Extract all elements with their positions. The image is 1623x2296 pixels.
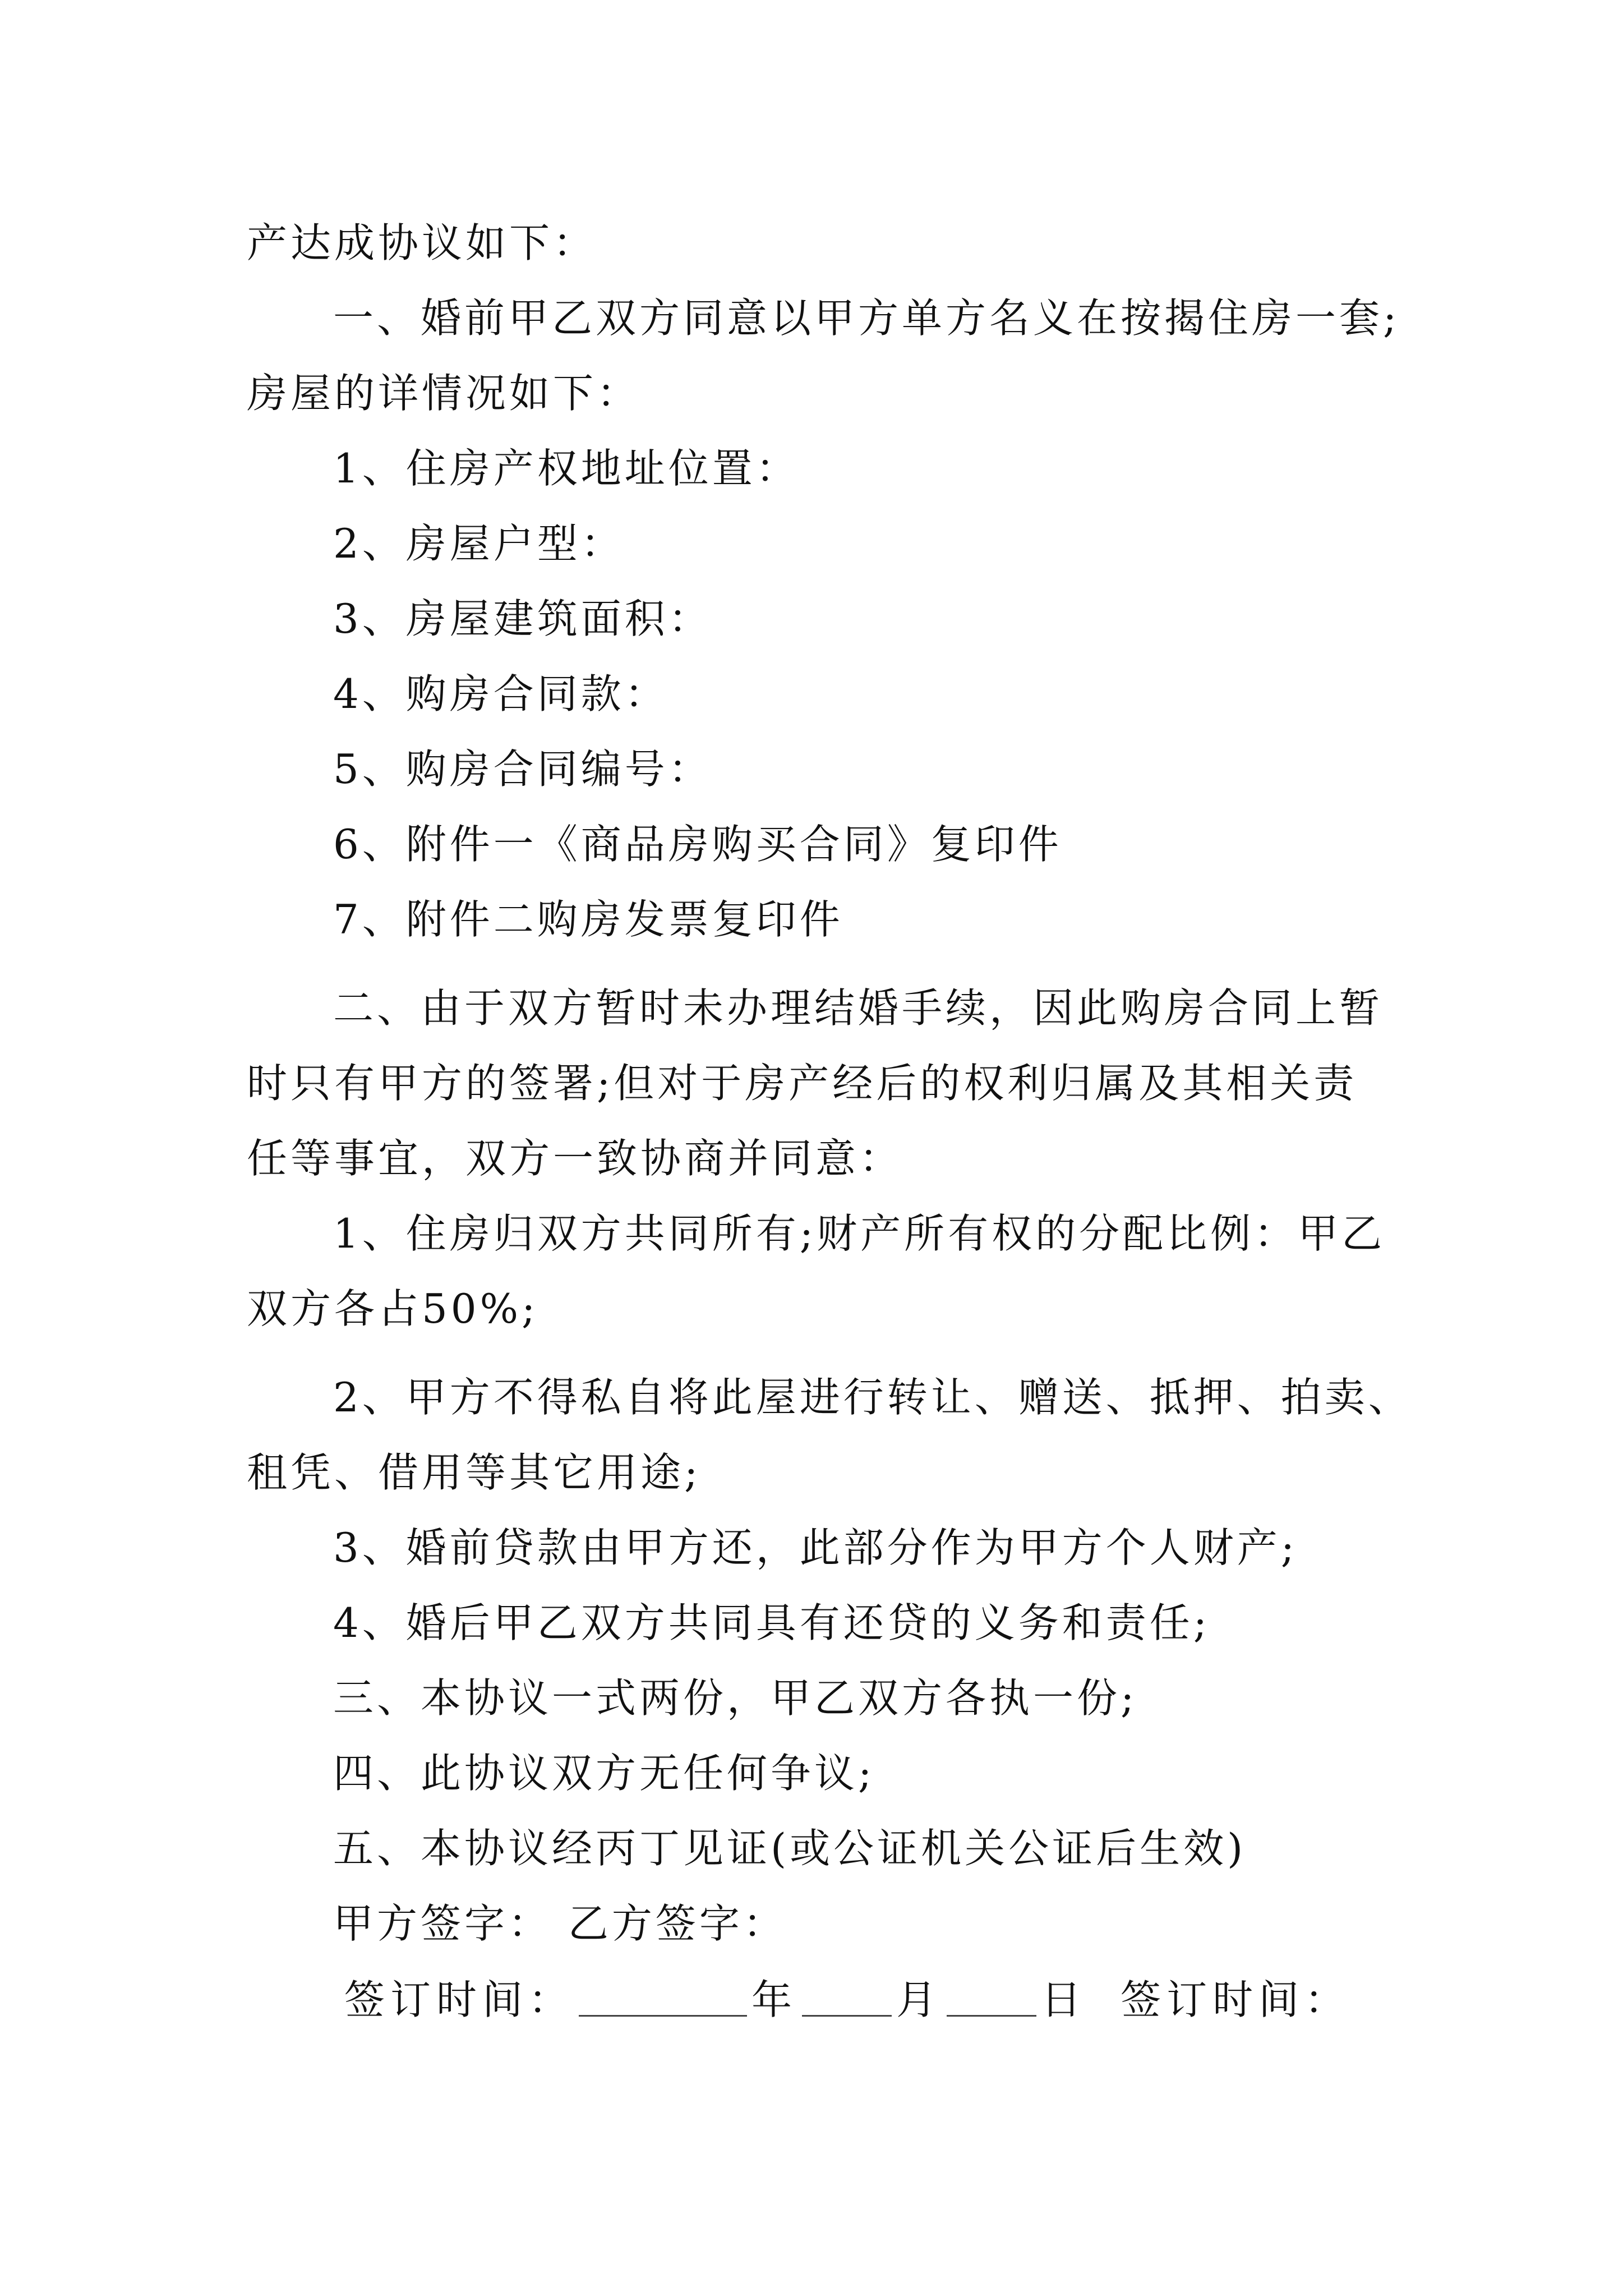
month-label: 月 — [896, 1976, 943, 2023]
year-label: 年 — [751, 1976, 798, 2023]
paragraph-line: 四、此协议双方无任何争议; — [333, 1750, 875, 1797]
list-item: 1、住房产权地址位置： — [333, 445, 800, 492]
paragraph-line: 双方各占50%; — [247, 1285, 539, 1332]
day-label: 日 — [1041, 1976, 1087, 2023]
paragraph-line: 三、本协议一式两份，甲乙双方各执一份; — [333, 1674, 1138, 1722]
paragraph-line: 房屋的详情况如下： — [247, 370, 641, 417]
paragraph-line: 一、婚前甲乙双方同意以甲方单方名义在按揭住房一套; — [333, 295, 1400, 342]
list-item: 3、婚前贷款由甲方还，此部分作为甲方个人财产; — [333, 1524, 1298, 1571]
paragraph-line: 2、甲方不得私自将此屋进行转让、赠送、抵押、拍卖、 — [333, 1374, 1412, 1421]
paragraph-line: 时只有甲方的签署;但对于房产经后的权利归属及其相关责 — [247, 1060, 1358, 1107]
month-blank — [802, 1975, 892, 2017]
list-item: 4、购房合同款： — [333, 670, 668, 717]
paragraph-line: 租凭、借用等其它用途; — [247, 1449, 702, 1496]
signing-date-label-2: 签订时间： — [1121, 1976, 1351, 2023]
day-blank — [947, 1975, 1036, 2017]
year-blank — [579, 1975, 747, 2017]
list-item: 4、婚后甲乙双方共同具有还贷的义务和责任; — [333, 1599, 1211, 1646]
paragraph-line: 二、由于双方暂时未办理结婚手续，因此购房合同上暂 — [333, 984, 1384, 1032]
list-item: 2、房屋户型： — [333, 520, 625, 567]
paragraph-line: 五、本协议经丙丁见证(或公证机关公证后生效) — [333, 1825, 1247, 1872]
signature-labels: 甲方签字： 乙方签字： — [333, 1900, 787, 1947]
list-item: 3、房屋建筑面积： — [333, 595, 712, 642]
paragraph-line: 1、住房归双方共同所有;财产所有权的分配比例：甲乙 — [333, 1210, 1386, 1257]
signing-date-row — [344, 1975, 1350, 2025]
list-item: 5、购房合同编号： — [333, 746, 712, 793]
paragraph-line: 任等事宜，双方一致协商并同意： — [247, 1135, 903, 1182]
list-item: 7、附件二购房发票复印件 — [333, 896, 843, 943]
list-item: 6、附件一《商品房购买合同》复印件 — [333, 821, 1062, 868]
signing-date-label: 签订时间： — [344, 1976, 575, 2023]
paragraph-line: 产达成协议如下： — [247, 219, 597, 266]
